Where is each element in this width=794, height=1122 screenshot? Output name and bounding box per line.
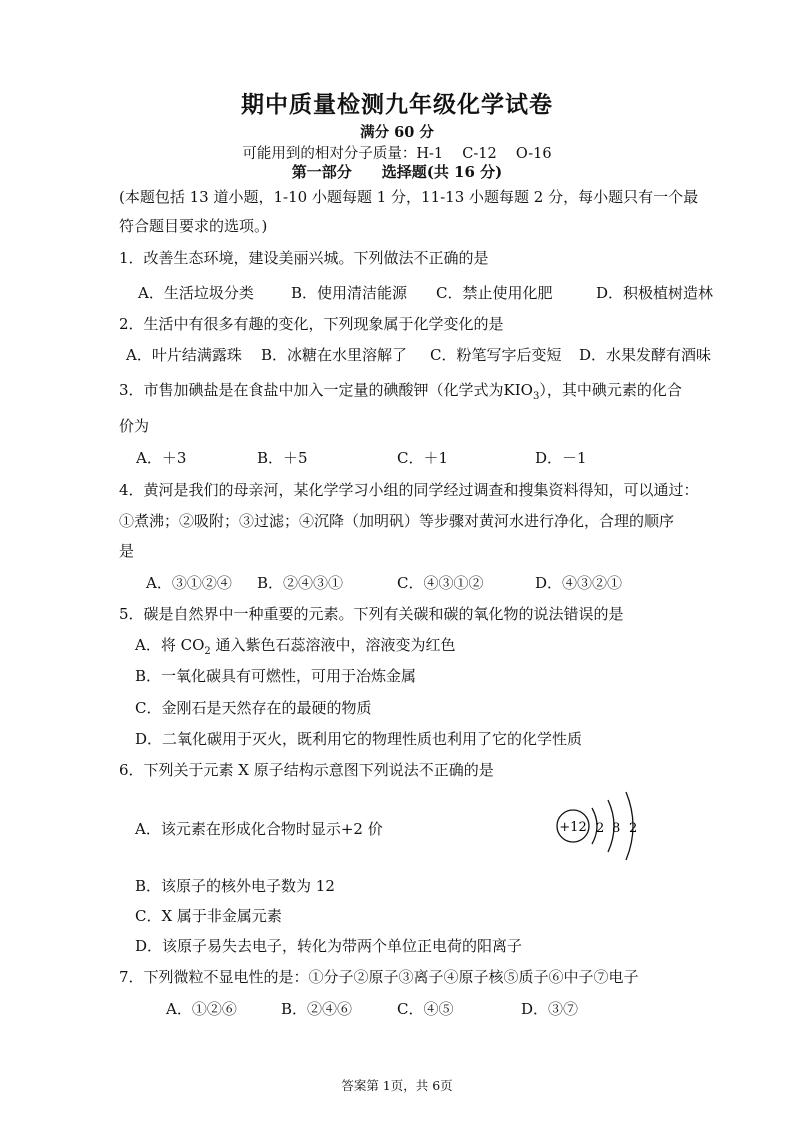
page-footer: 答案第 1页，共 6页 (341, 1078, 453, 1093)
q7-option-d: D．③⑦ (521, 1000, 579, 1018)
atomic-mass-note: 可能用到的相对分子质量：H-1 C-12 O-16 (242, 146, 552, 162)
q7-option-a: A．①②⑥ (166, 1000, 237, 1018)
q3-stem-line2: 价为 (119, 417, 150, 435)
q4-stem-line2: ①煮沸；②吸附；③过滤；④沉降（加明矾）等步骤对黄河水进行净化，合理的顺序 (119, 512, 675, 530)
q7-stem: 7．下列微粒不显电性的是：①分子②原子③离子④原子核⑤质子⑥中子⑦电子 (119, 968, 639, 986)
q5-option-d: D．二氧化碳用于灭火，既利用它的物理性质也利用了它的化学性质 (135, 730, 583, 748)
q3-option-b: B．＋5 (257, 449, 308, 467)
shell-1-electrons: 2 (596, 821, 605, 836)
q3-option-d: D．－1 (535, 449, 587, 467)
q4-option-b: B．②④③① (257, 574, 344, 592)
q2-option-a: A．叶片结满露珠 (126, 346, 242, 364)
q5-stem: 5．碳是自然界中一种重要的元素。下列有关碳和碳的氧化物的说法错误的是 (119, 605, 624, 623)
q6-option-c: C．X 属于非金属元素 (135, 907, 282, 925)
q3-option-a: A．＋3 (136, 449, 187, 467)
q2-option-c: C．粉笔写字后变短 (430, 346, 562, 364)
atomic-structure-diagram (550, 786, 650, 862)
q7-options (0, 998, 794, 1018)
q1-options (0, 282, 794, 302)
q3-stem-part2: ），其中碘元素的化合 (539, 381, 682, 399)
q2-stem: 2．生活中有很多有趣的变化，下列现象属于化学变化的是 (119, 315, 504, 333)
q2-options (0, 344, 794, 364)
part1-heading: 第一部分 选择题(共 16 分) (291, 163, 503, 181)
q6-option-d: D．该原子易失去电子，转化为带两个单位正电荷的阳离子 (135, 937, 523, 955)
q4-stem-line1: 4．黄河是我们的母亲河，某化学学习小组的同学经过调查和搜集资料得知，可以通过： (119, 481, 699, 499)
q6-option-a: A．该元素在形成化合物时显示+2 价 (135, 820, 383, 838)
q5-option-a: A．将 $CO_2$ 通入紫色石蕊溶液中，溶液变为红色 (135, 636, 456, 657)
shell-3-electrons: 2 (629, 821, 638, 836)
exam-title: 期中质量检测九年级化学试卷 (241, 91, 553, 118)
q7-option-b: B．②④⑥ (281, 1000, 353, 1018)
q4-option-a: A．③①②④ (146, 574, 232, 592)
q1-option-a: A．生活垃圾分类 (138, 284, 254, 302)
q1-option-b: B．使用清洁能源 (291, 284, 408, 302)
nucleus-charge: +12 (559, 820, 587, 835)
q2-option-b: B．冰糖在水里溶解了 (261, 346, 408, 364)
q2-option-d: D．水果发酵有酒味 (579, 346, 712, 364)
q5-option-c: C．金刚石是天然存在的最硬的物质 (135, 699, 372, 717)
q6-stem: 6．下列关于元素 X 原子结构示意图下列说法不正确的是 (119, 761, 494, 779)
q4-option-d: D．④③②① (535, 574, 623, 592)
q4-option-c: C．④③①② (397, 574, 484, 592)
q3-options (0, 447, 794, 467)
q6-option-b: B．该原子的核外电子数为 12 (135, 877, 335, 895)
q3-formula: $KIO_3$ (503, 381, 540, 402)
q3-stem-part1: 3．市售加碘盐是在食盐中加入一定量的碘酸钾（化学式为 (119, 381, 504, 399)
q7-option-c: C．④⑤ (397, 1000, 454, 1018)
q5-option-b: B．一氧化碳具有可燃性，可用于冶炼金属 (135, 667, 417, 685)
q4-stem-line3: 是 (119, 542, 135, 560)
q1-option-c: C．禁止使用化肥 (436, 284, 553, 302)
instruction-line-1: (本题包括 13 道小题，1-10 小题每题 1 分，11-13 小题每题 2 分，每小题只有一个最 (119, 188, 699, 206)
full-score: 满分 60 分 (360, 124, 434, 141)
shell-2-electrons: 8 (612, 821, 621, 836)
q3-option-c: C．＋1 (397, 449, 449, 467)
instruction-line-2: 符合题目要求的选项。) (119, 217, 268, 235)
q1-stem: 1．改善生态环境，建设美丽兴城。下列做法不正确的是 (119, 249, 489, 267)
q3-stem (119, 379, 682, 402)
q1-option-d: D．积极植树造林 (596, 284, 714, 302)
q4-options (0, 572, 794, 592)
